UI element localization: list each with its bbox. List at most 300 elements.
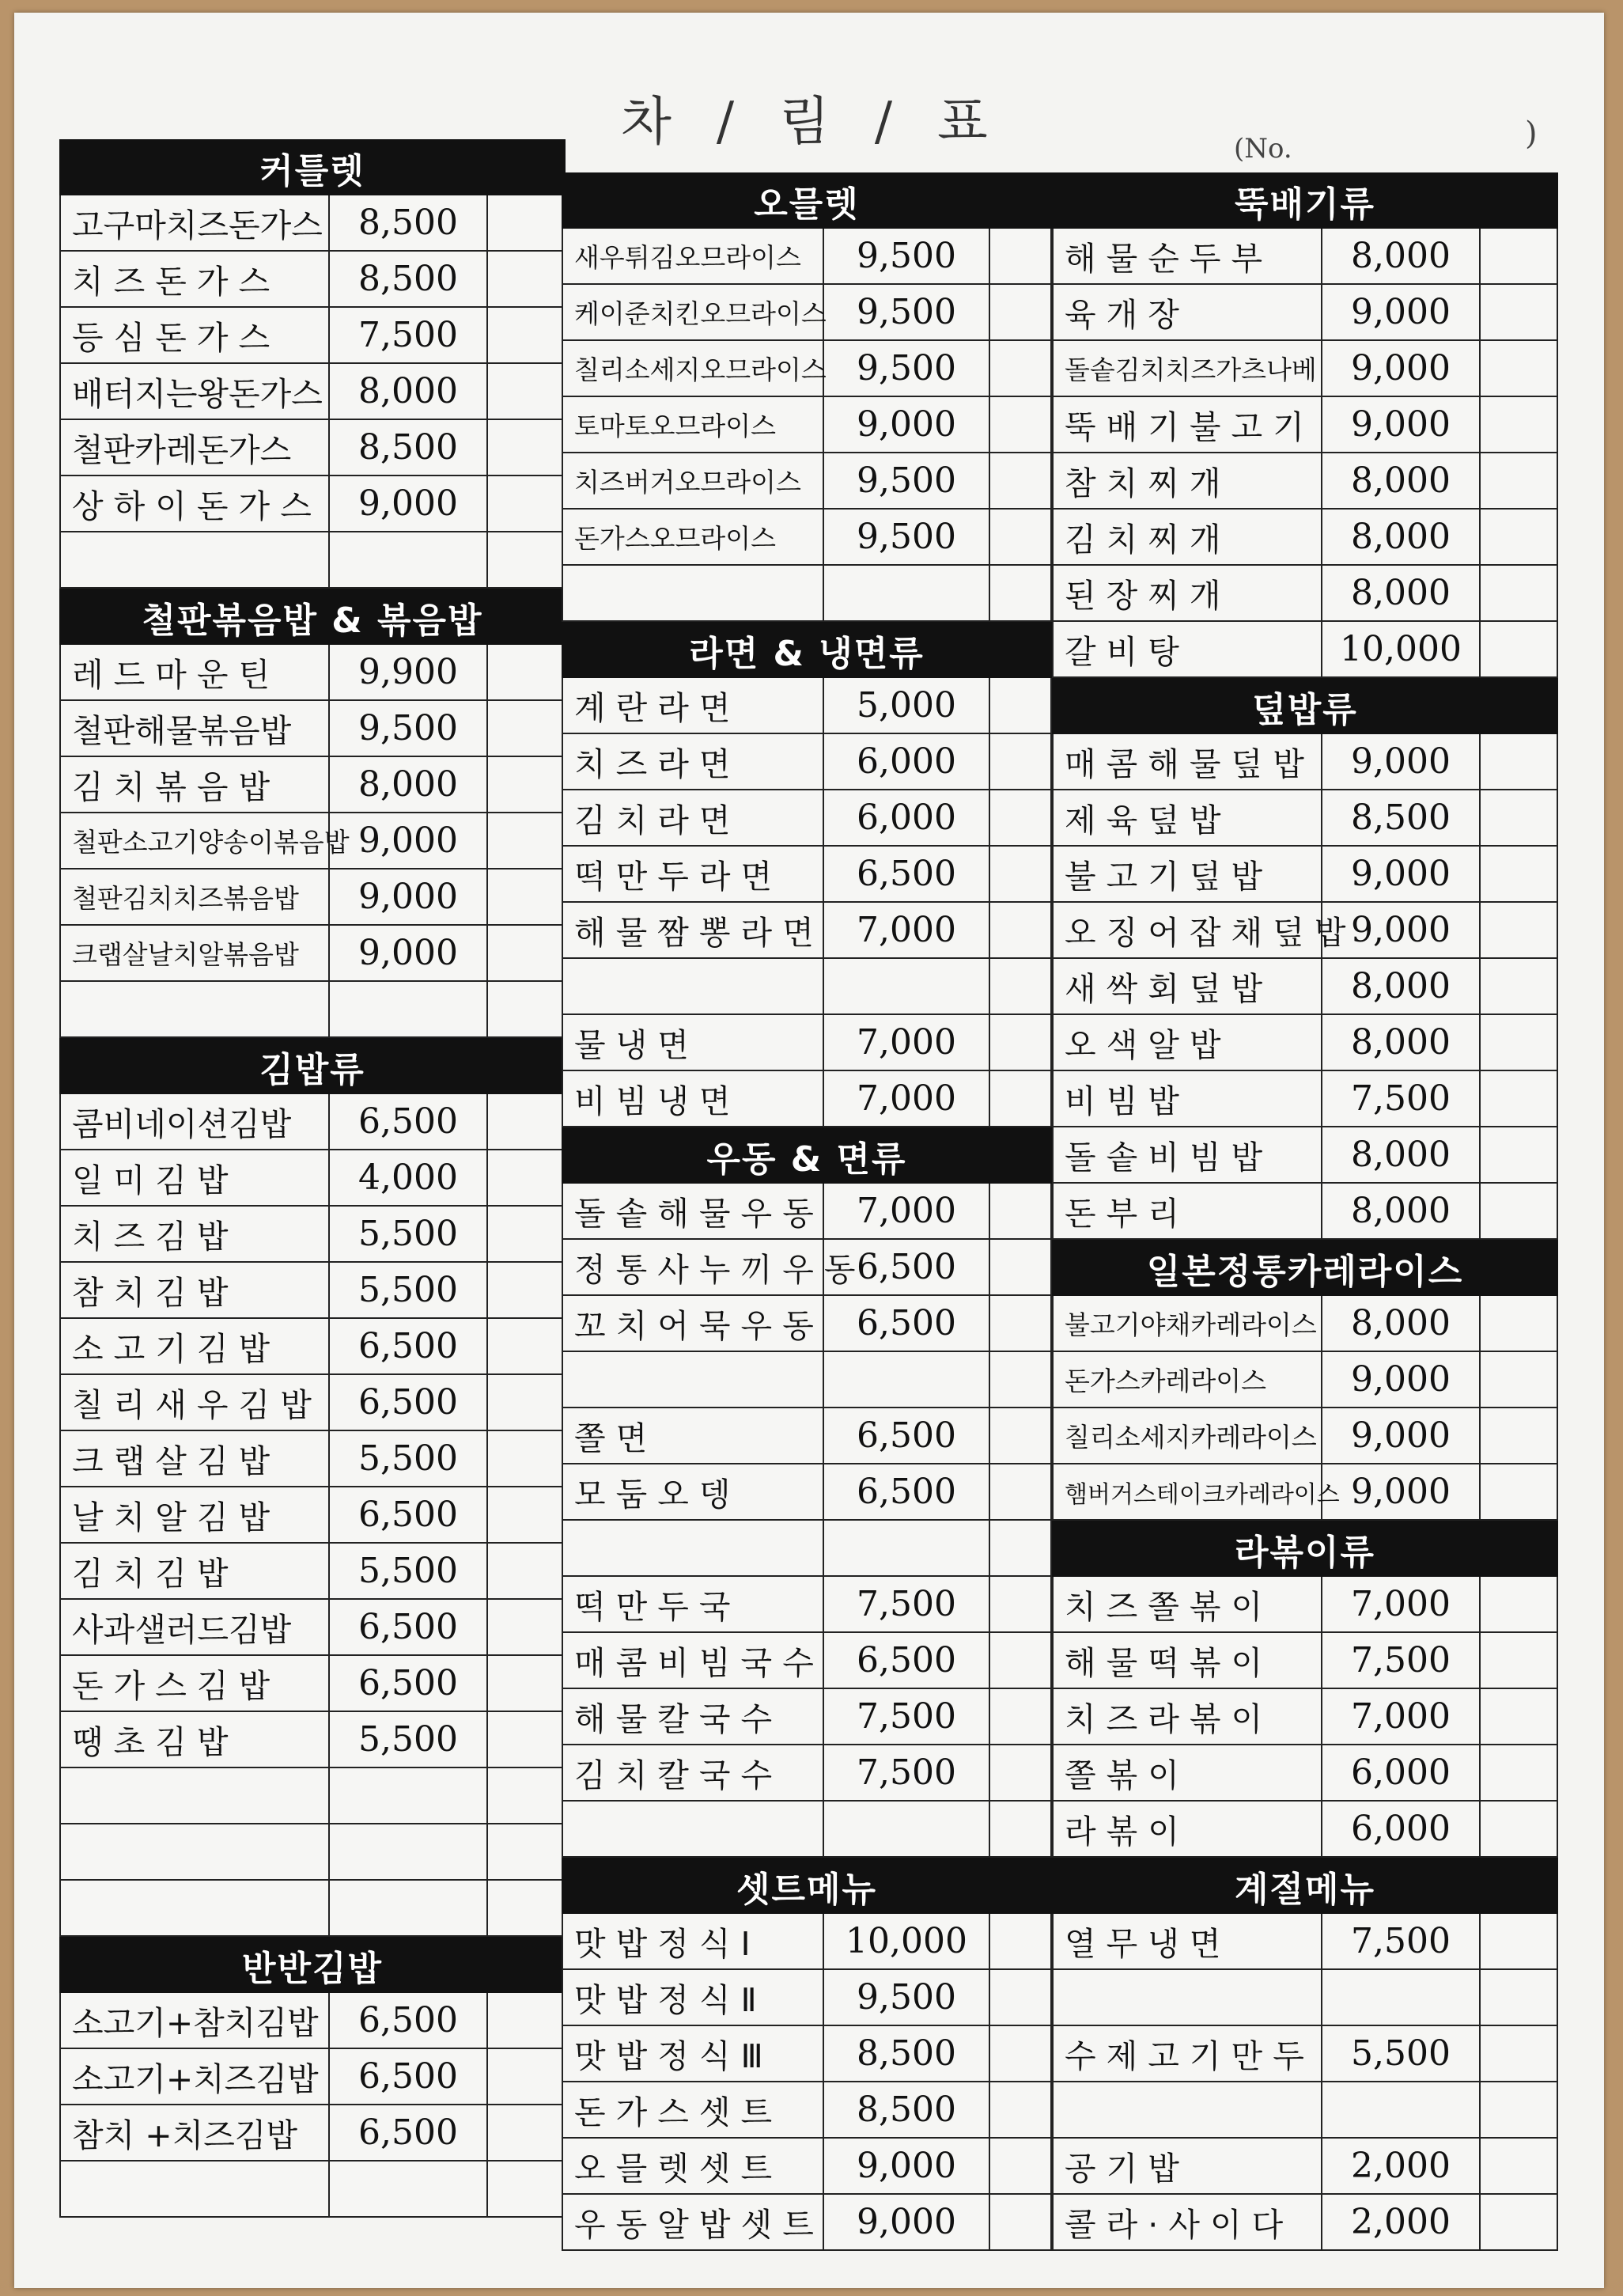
menu-item-name: 칠리소세지카레라이스 bbox=[1054, 1408, 1322, 1463]
menu-item-price: 6,500 bbox=[824, 1633, 990, 1688]
menu-item-name bbox=[61, 532, 330, 587]
menu-item-name: 떡 만 두 라 면 bbox=[563, 847, 824, 901]
blank-cell bbox=[1481, 1970, 1557, 2025]
menu-item-price: 8,500 bbox=[824, 2082, 990, 2137]
menu-item-price bbox=[330, 982, 488, 1036]
blank-cell bbox=[990, 734, 1050, 789]
menu-item-price: 6,500 bbox=[330, 1487, 488, 1542]
menu-item-price: 6,500 bbox=[330, 1656, 488, 1711]
menu-row bbox=[59, 645, 566, 701]
menu-item-name: 크 랩 살 김 밥 bbox=[61, 1431, 330, 1486]
menu-item-name: 쫄 면 bbox=[563, 1408, 824, 1463]
menu-row bbox=[59, 870, 566, 926]
blank-cell bbox=[1481, 1296, 1557, 1351]
menu-row bbox=[59, 1600, 566, 1656]
menu-column-3 bbox=[1052, 172, 1558, 2251]
menu-row bbox=[59, 2161, 566, 2218]
menu-row bbox=[59, 1712, 566, 1768]
menu-row bbox=[562, 1633, 1052, 1689]
menu-item-price: 5,500 bbox=[330, 1263, 488, 1317]
menu-row bbox=[59, 1487, 566, 1544]
menu-row bbox=[1052, 341, 1558, 397]
menu-row bbox=[1052, 566, 1558, 622]
menu-row bbox=[1052, 1127, 1558, 1184]
blank-cell bbox=[1481, 1745, 1557, 1800]
menu-item-name: 크랩살날치알볶음밥 bbox=[61, 926, 330, 980]
blank-cell bbox=[990, 1577, 1050, 1631]
menu-item-price: 8,000 bbox=[1322, 1184, 1481, 1238]
blank-cell bbox=[488, 1207, 564, 1261]
menu-item-price bbox=[824, 1521, 990, 1575]
menu-item-name: 치 즈 김 밥 bbox=[61, 1207, 330, 1261]
menu-row bbox=[562, 285, 1052, 341]
menu-item-price: 8,500 bbox=[1322, 790, 1481, 845]
menu-row bbox=[1052, 285, 1558, 341]
blank-cell bbox=[1481, 622, 1557, 676]
menu-column-1 bbox=[59, 139, 566, 2218]
menu-row bbox=[59, 2105, 566, 2161]
menu-item-name bbox=[563, 566, 824, 620]
menu-item-name: 육 개 장 bbox=[1054, 285, 1322, 339]
menu-item-price: 9,000 bbox=[1322, 903, 1481, 957]
menu-item-name: 토마토오므라이스 bbox=[563, 397, 824, 452]
number-close: ) bbox=[1525, 116, 1538, 152]
menu-row bbox=[1052, 2026, 1558, 2082]
blank-cell bbox=[990, 229, 1050, 283]
menu-item-name: 맛 밥 정 식 Ⅱ bbox=[563, 1970, 824, 2025]
menu-item-name: 돈가스카레라이스 bbox=[1054, 1352, 1322, 1407]
menu-item-name: 열 무 냉 면 bbox=[1054, 1914, 1322, 1968]
menu-item-price: 4,000 bbox=[330, 1150, 488, 1205]
menu-item-name: 라 볶 이 bbox=[1054, 1802, 1322, 1856]
menu-item-price: 9,500 bbox=[824, 285, 990, 339]
section-header: 셋트메뉴 bbox=[562, 1858, 1052, 1914]
menu-item-name: 정 통 사 누 끼 우 동 bbox=[563, 1240, 824, 1294]
menu-item-price: 7,500 bbox=[1322, 1071, 1481, 1126]
menu-item-name: 치 즈 라 면 bbox=[563, 734, 824, 789]
menu-row bbox=[1052, 790, 1558, 847]
menu-item-price: 7,000 bbox=[824, 1184, 990, 1238]
blank-cell bbox=[990, 1352, 1050, 1407]
menu-row bbox=[59, 420, 566, 476]
menu-item-price: 8,000 bbox=[1322, 566, 1481, 620]
menu-item-name: 참 치 찌 개 bbox=[1054, 453, 1322, 508]
menu-item-name: 땡 초 김 밥 bbox=[61, 1712, 330, 1767]
menu-row bbox=[562, 341, 1052, 397]
blank-cell bbox=[1481, 1352, 1557, 1407]
blank-cell bbox=[1481, 959, 1557, 1013]
menu-item-name: 소고기+치즈김밥 bbox=[61, 2049, 330, 2104]
menu-item-name: 갈 비 탕 bbox=[1054, 622, 1322, 676]
blank-cell bbox=[1481, 1127, 1557, 1182]
menu-item-name: 매 콤 해 물 덮 밥 bbox=[1054, 734, 1322, 789]
menu-item-name: 수 제 고 기 만 두 bbox=[1054, 2026, 1322, 2081]
menu-item-price: 6,500 bbox=[824, 847, 990, 901]
blank-cell bbox=[488, 420, 564, 475]
menu-item-name: 철판카레돈가스 bbox=[61, 420, 330, 475]
menu-item-price: 9,000 bbox=[1322, 1408, 1481, 1463]
menu-row bbox=[562, 847, 1052, 903]
blank-cell bbox=[488, 1319, 564, 1373]
blank-cell bbox=[1481, 1802, 1557, 1856]
blank-cell bbox=[488, 1150, 564, 1205]
menu-row bbox=[562, 1184, 1052, 1240]
section-header: 일본정통카레라이스 bbox=[1052, 1240, 1558, 1296]
menu-item-name: 등 심 돈 가 스 bbox=[61, 308, 330, 362]
menu-item-name: 계 란 라 면 bbox=[563, 678, 824, 733]
menu-row bbox=[1052, 510, 1558, 566]
blank-cell bbox=[1481, 847, 1557, 901]
menu-item-name: 오 징 어 잡 채 덮 밥 bbox=[1054, 903, 1322, 957]
menu-item-price bbox=[1322, 1970, 1481, 2025]
blank-cell bbox=[488, 364, 564, 419]
menu-row bbox=[59, 1656, 566, 1712]
menu-item-price: 5,500 bbox=[330, 1544, 488, 1598]
blank-cell bbox=[488, 813, 564, 868]
menu-item-name: 돈가스오므라이스 bbox=[563, 510, 824, 564]
blank-cell bbox=[990, 847, 1050, 901]
menu-row bbox=[562, 903, 1052, 959]
menu-row bbox=[59, 2049, 566, 2105]
menu-row bbox=[59, 982, 566, 1038]
menu-item-price: 9,000 bbox=[1322, 285, 1481, 339]
blank-cell bbox=[990, 1633, 1050, 1688]
menu-item-name: 돌 솥 비 빔 밥 bbox=[1054, 1127, 1322, 1182]
blank-cell bbox=[1481, 1184, 1557, 1238]
blank-cell bbox=[990, 1296, 1050, 1351]
blank-cell bbox=[488, 1375, 564, 1430]
menu-item-price: 8,000 bbox=[1322, 1015, 1481, 1070]
blank-cell bbox=[488, 701, 564, 756]
menu-row bbox=[59, 1431, 566, 1487]
blank-cell bbox=[990, 1970, 1050, 2025]
menu-item-name: 케이준치킨오므라이스 bbox=[563, 285, 824, 339]
menu-item-name: 돈 가 스 셋 트 bbox=[563, 2082, 824, 2137]
menu-item-name: 치즈버거오므라이스 bbox=[563, 453, 824, 508]
menu-row bbox=[59, 1207, 566, 1263]
menu-item-name: 맛 밥 정 식 Ⅲ bbox=[563, 2026, 824, 2081]
menu-item-price: 10,000 bbox=[1322, 622, 1481, 676]
menu-item-price bbox=[824, 959, 990, 1013]
blank-cell bbox=[488, 252, 564, 306]
menu-item-name: 제 육 덮 밥 bbox=[1054, 790, 1322, 845]
menu-row bbox=[562, 1521, 1052, 1577]
menu-item-price: 5,500 bbox=[1322, 2026, 1481, 2081]
menu-item-price: 7,500 bbox=[824, 1745, 990, 1800]
menu-row bbox=[1052, 959, 1558, 1015]
menu-row bbox=[1052, 1689, 1558, 1745]
menu-item-price: 10,000 bbox=[824, 1914, 990, 1968]
blank-cell bbox=[488, 1768, 564, 1823]
menu-item-name bbox=[61, 2161, 330, 2216]
menu-row bbox=[1052, 734, 1558, 790]
section-header: 오믈렛 bbox=[562, 172, 1052, 229]
menu-item-price: 7,000 bbox=[824, 903, 990, 957]
menu-item-price: 7,000 bbox=[1322, 1689, 1481, 1744]
menu-item-price: 9,000 bbox=[330, 476, 488, 531]
menu-item-price bbox=[330, 532, 488, 587]
section-header: 김밥류 bbox=[59, 1038, 566, 1094]
menu-row bbox=[562, 1071, 1052, 1127]
menu-row bbox=[1052, 1745, 1558, 1802]
menu-item-price: 7,500 bbox=[824, 1577, 990, 1631]
menu-row bbox=[1052, 397, 1558, 453]
menu-row bbox=[1052, 2082, 1558, 2139]
menu-item-name: 돈 부 리 bbox=[1054, 1184, 1322, 1238]
menu-item-name: 돌 솥 해 물 우 동 bbox=[563, 1184, 824, 1238]
menu-item-name: 꼬 치 어 묵 우 동 bbox=[563, 1296, 824, 1351]
blank-cell bbox=[1481, 341, 1557, 396]
blank-cell bbox=[990, 790, 1050, 845]
menu-item-name: 소고기+참치김밥 bbox=[61, 1993, 330, 2048]
blank-cell bbox=[990, 397, 1050, 452]
menu-row bbox=[1052, 2195, 1558, 2251]
menu-item-price: 9,000 bbox=[330, 926, 488, 980]
blank-cell bbox=[488, 308, 564, 362]
blank-cell bbox=[488, 1712, 564, 1767]
menu-item-name bbox=[563, 1521, 824, 1575]
menu-row bbox=[1052, 1577, 1558, 1633]
section-header: 라볶이류 bbox=[1052, 1521, 1558, 1577]
blank-cell bbox=[990, 1521, 1050, 1575]
blank-cell bbox=[488, 645, 564, 699]
menu-item-price: 8,000 bbox=[1322, 510, 1481, 564]
menu-item-price bbox=[824, 1802, 990, 1856]
blank-cell bbox=[488, 757, 564, 812]
menu-item-name: 모 둠 오 뎅 bbox=[563, 1464, 824, 1519]
menu-item-price: 8,000 bbox=[1322, 1127, 1481, 1182]
menu-item-price: 8,500 bbox=[330, 420, 488, 475]
menu-row bbox=[562, 2026, 1052, 2082]
section-header: 덮밥류 bbox=[1052, 678, 1558, 734]
menu-row bbox=[59, 1544, 566, 1600]
menu-row bbox=[59, 195, 566, 252]
menu-item-name: 햄버거스테이크카레라이스 bbox=[1054, 1464, 1322, 1519]
blank-cell bbox=[488, 2161, 564, 2216]
menu-item-price bbox=[1322, 2082, 1481, 2137]
menu-item-name: 철판김치치즈볶음밥 bbox=[61, 870, 330, 924]
menu-item-name: 된 장 찌 개 bbox=[1054, 566, 1322, 620]
section-header: 우동 & 면류 bbox=[562, 1127, 1052, 1184]
blank-cell bbox=[1481, 453, 1557, 508]
menu-row bbox=[562, 453, 1052, 510]
menu-item-price: 8,000 bbox=[1322, 229, 1481, 283]
menu-row bbox=[562, 1352, 1052, 1408]
menu-item-price: 8,500 bbox=[824, 2026, 990, 2081]
blank-cell bbox=[1481, 397, 1557, 452]
menu-item-price: 9,500 bbox=[824, 510, 990, 564]
menu-row bbox=[59, 308, 566, 364]
section-header: 뚝배기류 bbox=[1052, 172, 1558, 229]
menu-row bbox=[1052, 1802, 1558, 1858]
blank-cell bbox=[1481, 2139, 1557, 2193]
menu-item-name: 철판해물볶음밥 bbox=[61, 701, 330, 756]
menu-item-name: 맛 밥 정 식 Ⅰ bbox=[563, 1914, 824, 1968]
menu-row bbox=[1052, 903, 1558, 959]
blank-cell bbox=[488, 982, 564, 1036]
menu-row bbox=[1052, 1914, 1558, 1970]
menu-item-name: 돈 가 스 김 밥 bbox=[61, 1656, 330, 1711]
page-title: 차 / 림 / 표 bbox=[621, 91, 1002, 152]
section-header: 커틀렛 bbox=[59, 139, 566, 195]
menu-item-price: 7,000 bbox=[1322, 1577, 1481, 1631]
menu-item-name bbox=[61, 1881, 330, 1935]
menu-item-price: 9,000 bbox=[1322, 397, 1481, 452]
menu-item-price: 6,500 bbox=[330, 2105, 488, 2160]
menu-item-name: 물 냉 면 bbox=[563, 1015, 824, 1070]
menu-row bbox=[1052, 1015, 1558, 1071]
menu-item-name: 일 미 김 밥 bbox=[61, 1150, 330, 1205]
blank-cell bbox=[990, 1408, 1050, 1463]
blank-cell bbox=[488, 2049, 564, 2104]
menu-row bbox=[59, 1375, 566, 1431]
menu-row bbox=[59, 1094, 566, 1150]
blank-cell bbox=[1481, 903, 1557, 957]
blank-cell bbox=[1481, 1015, 1557, 1070]
menu-item-price: 8,000 bbox=[1322, 959, 1481, 1013]
menu-item-name bbox=[563, 959, 824, 1013]
menu-row bbox=[59, 813, 566, 870]
blank-cell bbox=[488, 1656, 564, 1711]
menu-item-price: 8,500 bbox=[330, 195, 488, 250]
menu-item-price: 9,000 bbox=[330, 813, 488, 868]
blank-cell bbox=[488, 2105, 564, 2160]
menu-row bbox=[1052, 1464, 1558, 1521]
menu-item-name: 비 빔 밥 bbox=[1054, 1071, 1322, 1126]
blank-cell bbox=[488, 1094, 564, 1149]
blank-cell bbox=[1481, 1689, 1557, 1744]
menu-item-price: 5,500 bbox=[330, 1712, 488, 1767]
menu-item-price bbox=[824, 566, 990, 620]
menu-item-name: 해 물 떡 볶 이 bbox=[1054, 1633, 1322, 1688]
menu-row bbox=[59, 476, 566, 532]
blank-cell bbox=[990, 2139, 1050, 2193]
menu-row bbox=[1052, 622, 1558, 678]
blank-cell bbox=[488, 195, 564, 250]
menu-item-name: 해 물 칼 국 수 bbox=[563, 1689, 824, 1744]
blank-cell bbox=[990, 1464, 1050, 1519]
menu-row bbox=[562, 790, 1052, 847]
menu-item-name: 김 치 칼 국 수 bbox=[563, 1745, 824, 1800]
menu-item-name: 뚝 배 기 불 고 기 bbox=[1054, 397, 1322, 452]
menu-item-name: 콜 라 · 사 이 다 bbox=[1054, 2195, 1322, 2249]
menu-row bbox=[59, 1263, 566, 1319]
menu-row bbox=[562, 397, 1052, 453]
menu-row bbox=[59, 1993, 566, 2049]
blank-cell bbox=[488, 1824, 564, 1879]
menu-row bbox=[562, 2082, 1052, 2139]
blank-cell bbox=[990, 2026, 1050, 2081]
menu-item-name bbox=[61, 1824, 330, 1879]
menu-item-price: 6,000 bbox=[1322, 1745, 1481, 1800]
menu-item-price: 6,500 bbox=[824, 1296, 990, 1351]
menu-item-name: 매 콤 비 빔 국 수 bbox=[563, 1633, 824, 1688]
blank-cell bbox=[990, 510, 1050, 564]
menu-item-price: 7,500 bbox=[1322, 1633, 1481, 1688]
menu-item-name: 콤비네이션김밥 bbox=[61, 1094, 330, 1149]
menu-item-name: 새 싹 회 덮 밥 bbox=[1054, 959, 1322, 1013]
menu-item-name: 오 색 알 밥 bbox=[1054, 1015, 1322, 1070]
menu-row bbox=[1052, 1296, 1558, 1352]
blank-cell bbox=[990, 1071, 1050, 1126]
blank-cell bbox=[990, 1745, 1050, 1800]
menu-row bbox=[562, 1689, 1052, 1745]
menu-item-name: 철판소고기양송이볶음밥 bbox=[61, 813, 330, 868]
menu-item-price: 6,500 bbox=[330, 1094, 488, 1149]
blank-cell bbox=[488, 476, 564, 531]
menu-item-price bbox=[330, 1881, 488, 1935]
menu-row bbox=[1052, 453, 1558, 510]
menu-item-name: 돌솥김치치즈가츠나베 bbox=[1054, 341, 1322, 396]
menu-row bbox=[1052, 229, 1558, 285]
menu-item-price: 6,000 bbox=[824, 790, 990, 845]
menu-item-price: 7,000 bbox=[824, 1071, 990, 1126]
menu-item-price: 6,500 bbox=[824, 1464, 990, 1519]
blank-cell bbox=[488, 870, 564, 924]
menu-item-price: 5,000 bbox=[824, 678, 990, 733]
menu-item-name: 새우튀김오므라이스 bbox=[563, 229, 824, 283]
menu-item-name: 오 믈 렛 셋 트 bbox=[563, 2139, 824, 2193]
menu-item-name bbox=[61, 982, 330, 1036]
menu-item-price: 6,000 bbox=[1322, 1802, 1481, 1856]
menu-item-price: 8,500 bbox=[330, 252, 488, 306]
menu-item-name: 비 빔 냉 면 bbox=[563, 1071, 824, 1126]
blank-cell bbox=[1481, 1633, 1557, 1688]
blank-cell bbox=[488, 1263, 564, 1317]
menu-item-price: 9,000 bbox=[824, 2139, 990, 2193]
blank-cell bbox=[488, 532, 564, 587]
menu-item-price: 8,000 bbox=[1322, 1296, 1481, 1351]
menu-item-name: 김 치 찌 개 bbox=[1054, 510, 1322, 564]
blank-cell bbox=[1481, 734, 1557, 789]
menu-item-price: 9,500 bbox=[824, 341, 990, 396]
menu-item-name: 치 즈 라 볶 이 bbox=[1054, 1689, 1322, 1744]
menu-item-name: 우 동 알 밥 셋 트 bbox=[563, 2195, 824, 2249]
menu-item-price: 6,500 bbox=[330, 1600, 488, 1654]
menu-row bbox=[1052, 1408, 1558, 1464]
menu-item-price: 9,000 bbox=[1322, 1352, 1481, 1407]
menu-item-name: 김 치 라 면 bbox=[563, 790, 824, 845]
menu-item-name: 공 기 밥 bbox=[1054, 2139, 1322, 2193]
menu-row bbox=[562, 1240, 1052, 1296]
menu-item-name: 김 치 볶 음 밥 bbox=[61, 757, 330, 812]
menu-item-name: 치 즈 돈 가 스 bbox=[61, 252, 330, 306]
menu-row bbox=[562, 678, 1052, 734]
number-label: (No. bbox=[1234, 133, 1292, 165]
blank-cell bbox=[1481, 1071, 1557, 1126]
blank-cell bbox=[1481, 1577, 1557, 1631]
blank-cell bbox=[488, 1600, 564, 1654]
blank-cell bbox=[990, 566, 1050, 620]
blank-cell bbox=[1481, 1464, 1557, 1519]
menu-item-price: 9,500 bbox=[824, 1970, 990, 2025]
menu-item-price: 6,000 bbox=[824, 734, 990, 789]
menu-item-price: 9,000 bbox=[1322, 1464, 1481, 1519]
blank-cell bbox=[990, 1015, 1050, 1070]
menu-item-name bbox=[61, 1768, 330, 1823]
blank-cell bbox=[990, 341, 1050, 396]
menu-row bbox=[562, 1577, 1052, 1633]
menu-item-name bbox=[1054, 2082, 1322, 2137]
menu-item-name: 칠리소세지오므라이스 bbox=[563, 341, 824, 396]
menu-row bbox=[59, 1768, 566, 1824]
menu-item-price: 6,500 bbox=[330, 1993, 488, 2048]
section-header: 철판볶음밥 & 볶음밥 bbox=[59, 589, 566, 645]
menu-row bbox=[562, 229, 1052, 285]
menu-item-price: 7,500 bbox=[1322, 1914, 1481, 1968]
menu-item-price: 9,000 bbox=[1322, 341, 1481, 396]
menu-item-price: 2,000 bbox=[1322, 2139, 1481, 2193]
